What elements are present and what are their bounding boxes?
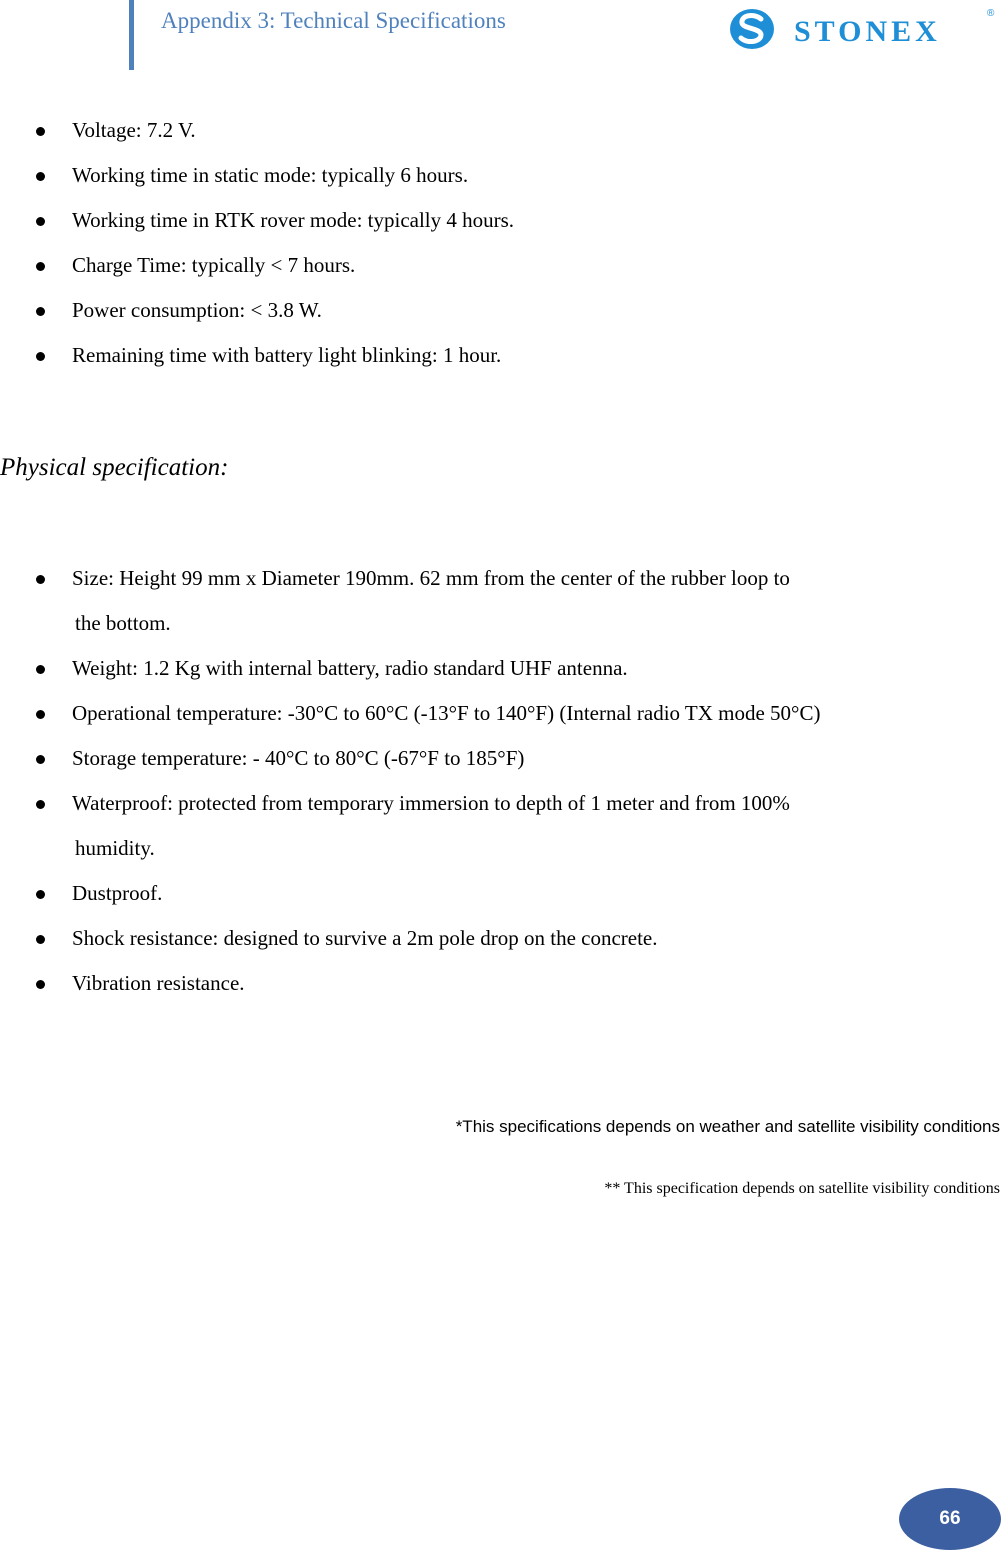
bullet-icon	[36, 800, 45, 809]
physical-spec-list	[0, 556, 1002, 1006]
bullet-icon	[36, 935, 45, 944]
list-item: Vibration resistance.	[0, 961, 1002, 1006]
page-header-title: Appendix 3: Technical Specifications	[161, 8, 506, 33]
list-item: Working time in static mode: typically 6 hours.	[0, 153, 1002, 198]
page-number-badge: 66	[899, 1488, 1001, 1550]
list-item: Power consumption: < 3.8 W.	[0, 288, 1002, 333]
header-accent-bar	[129, 0, 134, 70]
bullet-icon	[36, 352, 45, 361]
list-item: Charge Time: typically < 7 hours.	[0, 243, 1002, 288]
list-item: Dustproof.	[0, 871, 1002, 916]
bullet-icon	[36, 890, 45, 899]
list-item: Size: Height 99 mm x Diameter 190mm. 62 mm from the center of the rubber loop to the bottom.	[0, 556, 1002, 646]
bullet-icon	[36, 755, 45, 764]
list-item: Remaining time with battery light blinking: 1 hour.	[0, 333, 1002, 378]
bullet-icon	[36, 710, 45, 719]
logo-wordmark: STONEX	[794, 15, 941, 48]
bullet-icon	[36, 262, 45, 271]
bullet-icon	[36, 217, 45, 226]
bullet-icon	[36, 127, 45, 136]
footnote-satellite: ** This specification depends on satellite visibility conditions	[604, 1180, 1000, 1197]
power-spec-list	[0, 108, 1002, 378]
list-item: Working time in RTK rover mode: typically 4 hours.	[0, 198, 1002, 243]
list-item: Shock resistance: designed to survive a 2m pole drop on the concrete.	[0, 916, 1002, 961]
list-item: Weight: 1.2 Kg with internal battery, radio standard UHF antenna.	[0, 646, 1002, 691]
list-item: Storage temperature: - 40°C to 80°C (-67°F to 185°F)	[0, 736, 1002, 781]
list-item: Operational temperature: -30°C to 60°C (-13°F to 140°F) (Internal radio TX mode 50°C)	[0, 691, 1002, 736]
bullet-icon	[36, 665, 45, 674]
bullet-icon	[36, 575, 45, 584]
bullet-icon	[36, 172, 45, 181]
physical-spec-heading: Physical specification:	[0, 454, 229, 481]
list-item: Voltage: 7.2 V.	[0, 108, 1002, 153]
bullet-icon	[36, 980, 45, 989]
bullet-icon	[36, 307, 45, 316]
registered-mark: ®	[987, 8, 995, 19]
stonex-logo	[728, 4, 996, 52]
list-item: Waterproof: protected from temporary immersion to depth of 1 meter and from 100% humidity.	[0, 781, 1002, 871]
footnote-weather: *This specifications depends on weather and satellite visibility conditions	[455, 1117, 1000, 1136]
